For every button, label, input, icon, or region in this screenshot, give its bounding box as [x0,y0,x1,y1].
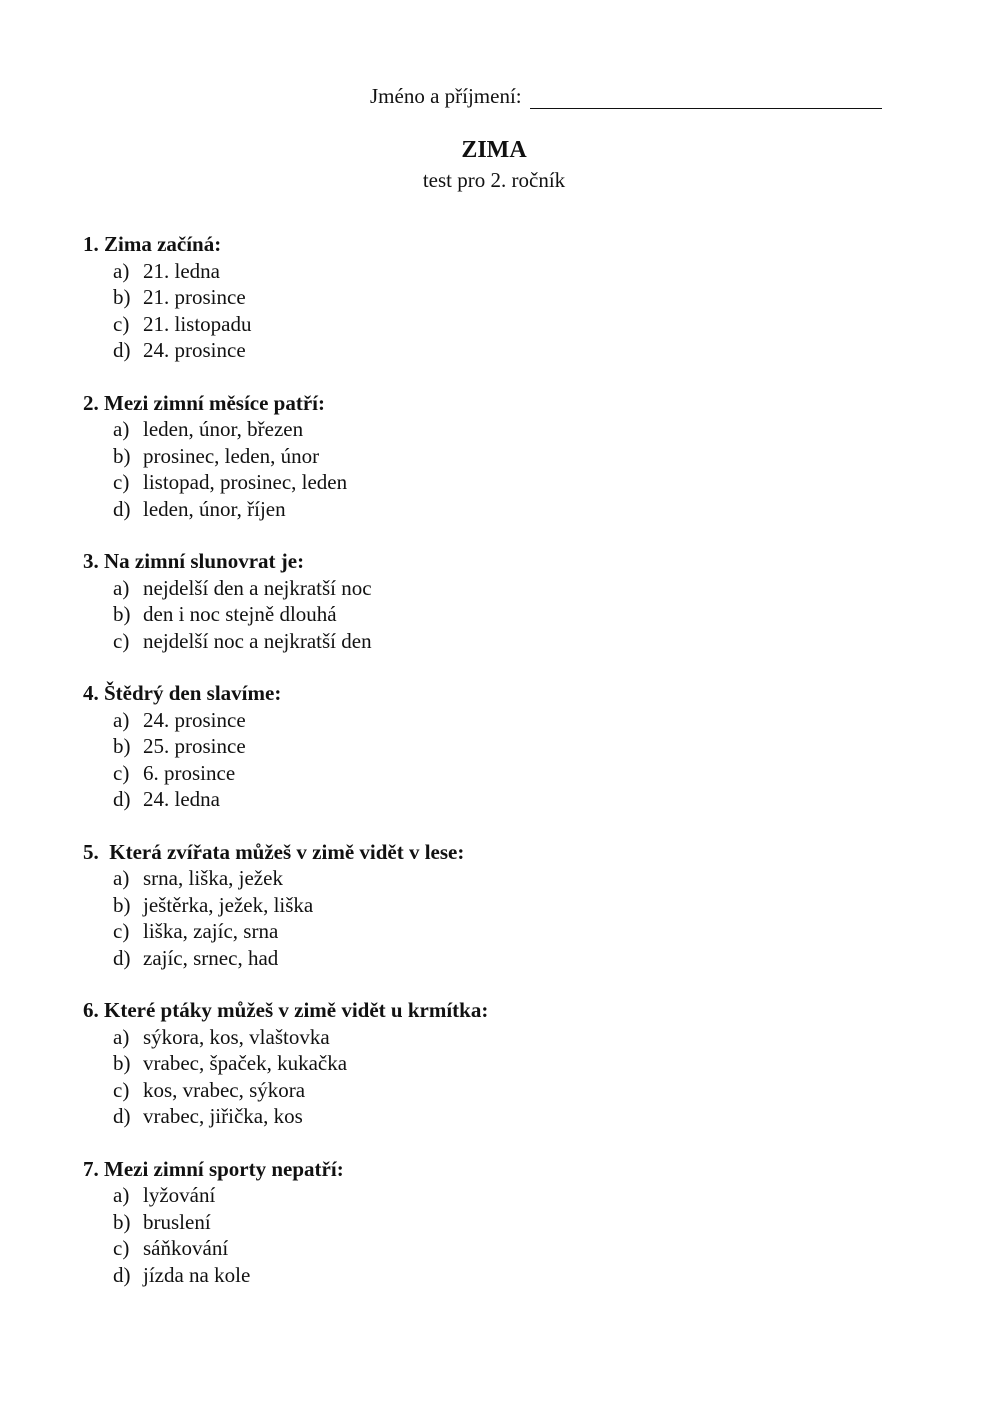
option-text: 21. listopadu [143,311,252,336]
option-list [83,416,963,522]
option-letter: b) [113,443,131,468]
option-text: zajíc, srnec, had [143,945,279,970]
option-text: 24. prosince [143,707,246,732]
option-letter: b) [113,734,131,758]
option-item[interactable] [83,1077,963,1104]
option-text: vrabec, špaček, kukačka [143,1051,348,1075]
option-letter: d) [113,496,131,521]
question-title: 6. Které ptáky můžeš v zimě vidět u krmítka: [83,998,489,1022]
option-item[interactable] [83,865,963,892]
question-title: 1. Zima začíná: [83,232,222,256]
option-text: prosinec, leden, únor [143,443,320,468]
option-letter: b) [113,892,131,917]
option-letter: d) [113,787,131,811]
option-list [83,258,963,364]
option-item[interactable] [83,918,963,945]
option-text: nejdelší den a nejkratší noc [143,575,372,600]
option-letter: c) [113,628,130,653]
option-item[interactable] [83,337,963,364]
option-letter: d) [113,338,131,362]
option-letter: c) [113,470,130,494]
name-label: Jméno a příjmení: [370,84,522,108]
option-item[interactable] [83,496,963,523]
option-text: ještěrka, ježek, liška [143,892,314,917]
option-item[interactable] [83,628,963,655]
page-subtitle: test pro 2. ročník [422,168,566,192]
option-item[interactable] [83,416,963,443]
option-letter: a) [113,417,130,441]
option-text: lyžování [143,1183,216,1207]
option-text: 25. prosince [143,734,246,758]
option-text: leden, únor, říjen [143,496,286,521]
option-item[interactable] [83,733,963,760]
option-item[interactable] [83,892,963,919]
option-text: kos, vrabec, sýkora [143,1077,306,1102]
option-item[interactable] [83,1235,963,1262]
name-field [370,84,882,109]
question-title: 3. Na zimní slunovrat je: [83,549,305,573]
option-item[interactable] [83,1182,963,1209]
question-6 [83,997,963,1130]
option-letter: b) [113,285,131,309]
question-title: 7. Mezi zimní sporty nepatří: [83,1156,344,1181]
option-list [83,1182,963,1288]
option-letter: d) [113,1104,131,1128]
option-letter: a) [113,1183,130,1207]
page-title: ZIMA [461,137,527,163]
question-4 [83,680,963,813]
option-text: sáňkování [143,1236,229,1260]
option-item[interactable] [83,601,963,628]
option-letter: a) [113,1024,130,1049]
option-text: 21. prosince [143,285,246,309]
option-text: nejdelší noc a nejkratší den [143,628,372,653]
option-text: vrabec, jiřička, kos [143,1104,303,1128]
option-text: 21. ledna [143,258,220,283]
option-item[interactable] [83,786,963,813]
option-letter: d) [113,945,131,970]
option-list [83,865,963,971]
option-item[interactable] [83,258,963,285]
option-item[interactable] [83,284,963,311]
option-text: jízda na kole [143,1262,251,1287]
question-1 [83,231,963,364]
option-letter: b) [113,1051,131,1075]
option-item[interactable] [83,1024,963,1051]
option-list [83,575,963,655]
option-letter: d) [113,1262,131,1287]
option-text: 24. prosince [143,338,246,362]
option-item[interactable] [83,1262,963,1289]
option-list [83,707,963,813]
option-letter: c) [113,1077,130,1102]
option-item[interactable] [83,945,963,972]
option-text: listopad, prosinec, leden [143,470,348,494]
question-title: 5. Která zvířata můžeš v zimě vidět v lese: [83,839,465,864]
option-item[interactable] [83,760,963,787]
option-item[interactable] [83,311,963,338]
option-item[interactable] [83,443,963,470]
question-5 [83,839,963,972]
option-item[interactable] [83,575,963,602]
name-blank-line[interactable] [530,88,882,109]
question-title: 4. Štědrý den slavíme: [83,681,282,705]
option-letter: a) [113,707,130,732]
question-list [83,231,963,1314]
option-letter: a) [113,866,130,890]
option-letter: c) [113,919,130,943]
option-text: bruslení [143,1209,211,1234]
option-text: sýkora, kos, vlaštovka [143,1024,330,1049]
option-letter: a) [113,575,130,600]
option-text: liška, zajíc, srna [143,919,279,943]
option-item[interactable] [83,1103,963,1130]
option-list [83,1024,963,1130]
option-text: srna, liška, ježek [143,866,283,890]
option-item[interactable] [83,707,963,734]
option-letter: a) [113,258,130,283]
question-7 [83,1156,963,1289]
option-item[interactable] [83,1050,963,1077]
option-text: 24. ledna [143,787,220,811]
option-text: 6. prosince [143,760,236,785]
option-letter: b) [113,1209,131,1234]
question-3 [83,548,963,654]
option-letter: c) [113,760,130,785]
option-item[interactable] [83,1209,963,1236]
question-2 [83,390,963,523]
option-text: leden, únor, březen [143,417,304,441]
option-letter: b) [113,602,131,626]
option-letter: c) [113,311,130,336]
option-item[interactable] [83,469,963,496]
option-letter: c) [113,1236,130,1260]
question-title: 2. Mezi zimní měsíce patří: [83,390,325,415]
option-text: den i noc stejně dlouhá [143,602,337,626]
